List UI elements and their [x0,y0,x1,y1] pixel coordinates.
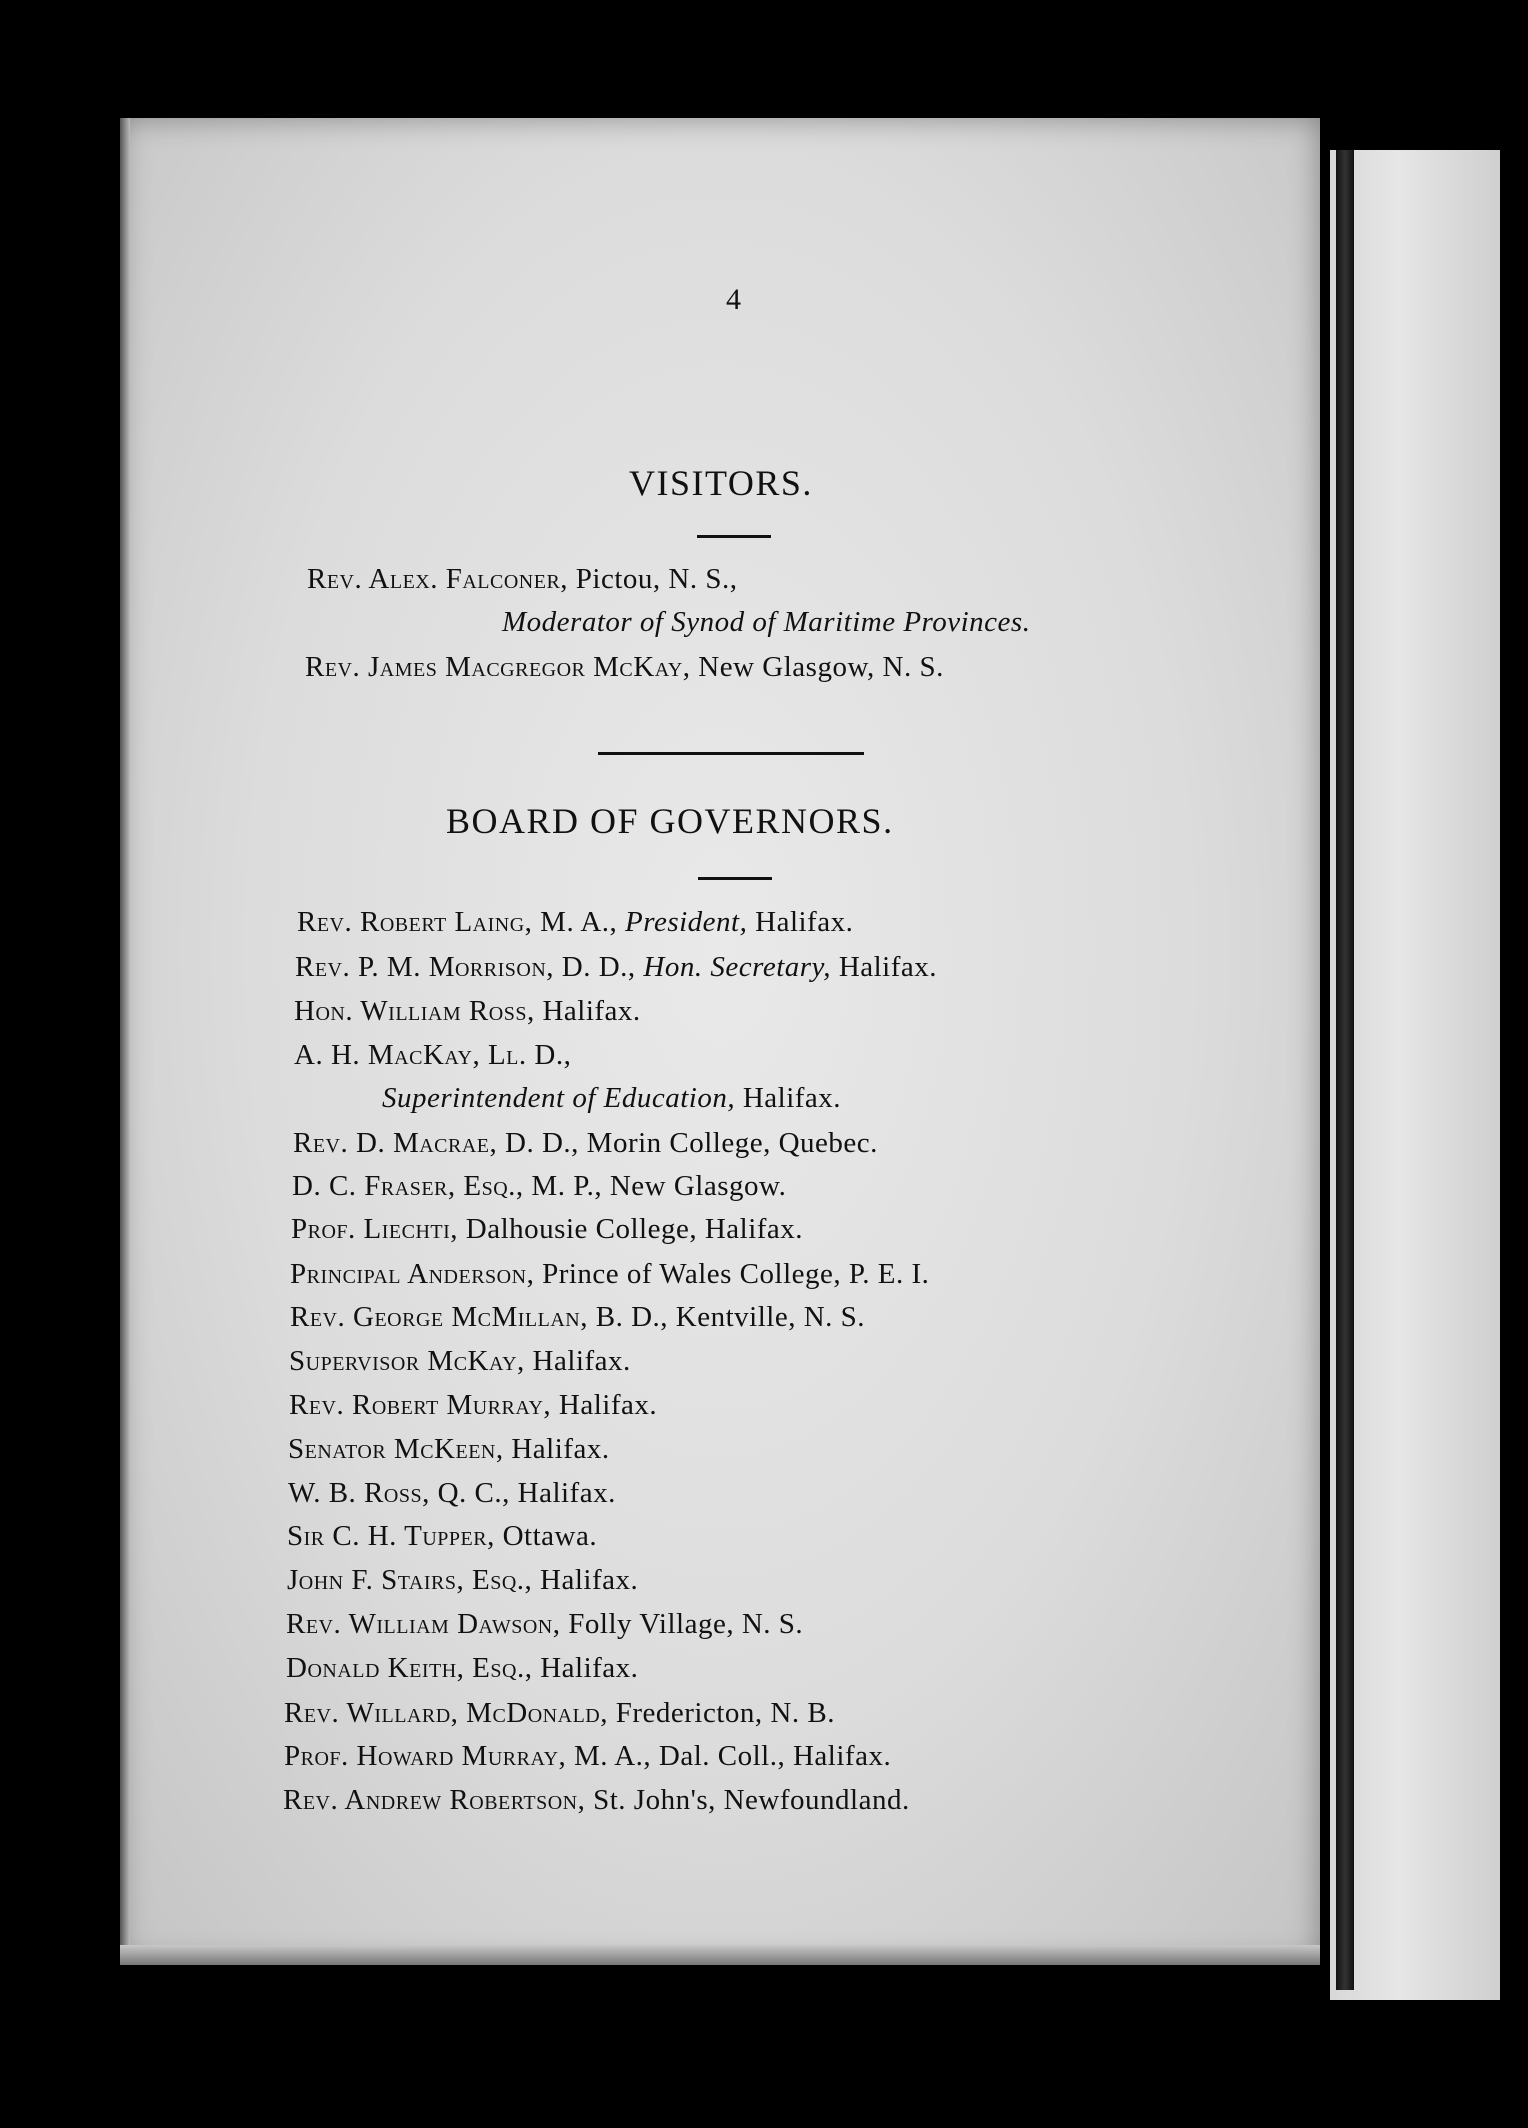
visitor-place: New Glasgow, N. S. [698,651,944,683]
governor-entry [288,1477,616,1510]
board-heading-rule [698,877,772,880]
governor-role: Hon. Secretary, [643,951,832,983]
governor-place: Fredericton, N. B. [615,1697,835,1729]
governor-name: Supervisor McKay, [289,1345,525,1377]
visitor-name: Rev. Alex. Falconer, [307,563,569,595]
governor-name: A. H. MacKay, Ll. D., [294,1039,572,1071]
governor-place: Halifax. [540,1652,639,1684]
governor-place: St. John's, Newfoundland. [593,1784,910,1816]
governor-entry [290,1301,865,1334]
governor-place: Halifax. [755,906,854,938]
governor-entry-continued [382,1082,841,1115]
section-separator-rule [598,752,864,755]
governor-place: Halifax. [517,1477,616,1509]
governor-entry [287,1520,597,1553]
governor-name: Rev. P. M. Morrison, [295,951,555,983]
governor-place: Halifax. [532,1345,631,1377]
governor-name: Sir C. H. Tupper, [287,1520,495,1552]
board-heading: BOARD OF GOVERNORS. [446,801,894,841]
right-facing-page [1330,150,1500,2000]
governor-place: New Glasgow. [609,1170,787,1202]
governor-entry [292,1170,786,1203]
governor-entry [289,1389,657,1422]
governor-entry [289,1345,631,1378]
governor-entry [283,1784,910,1817]
governor-place: Halifax. [540,1564,639,1596]
governor-role: Superintendent of Education, [382,1082,736,1114]
governor-place: Prince of Wales College, P. E. I. [542,1258,930,1290]
governor-name: Rev. D. Macrae, D. D., [293,1127,579,1159]
governor-entry [284,1740,891,1773]
governor-place: Ottawa. [502,1520,598,1552]
governor-name: Rev. Willard, McDonald, [284,1697,608,1729]
governor-place: Halifax. [838,951,938,983]
governor-place: Dal. Coll., Halifax. [658,1740,892,1772]
governor-place: Halifax. [511,1433,610,1465]
governor-name: Hon. William Ross, [294,995,535,1027]
book-spine [1336,150,1354,1990]
visitor-entry [305,651,944,684]
governor-name: Senator McKeen, [288,1433,504,1465]
governor-place: Morin College, Quebec. [586,1127,878,1159]
governor-name: John F. Stairs, Esq., [287,1564,533,1596]
governor-entry [293,1127,878,1160]
governor-entry [286,1652,638,1685]
governor-name: Prof. Liechti, [291,1213,459,1245]
visitor-place: Pictou, N. S., [575,563,738,595]
governor-degree: M. A., [540,906,618,938]
page-bottom-edge [120,1945,1320,1965]
governor-entry [295,951,937,984]
governor-name: Rev. George McMillan, B. D., [290,1301,669,1333]
governor-name: Principal Anderson, [290,1258,535,1290]
governor-entry [291,1213,803,1246]
governor-entry [294,1039,571,1072]
governor-entry [294,995,641,1028]
governor-entry [287,1564,638,1597]
governor-place: Folly Village, N. S. [568,1608,804,1640]
visitor-role: Moderator of Synod of Maritime Provinces. [502,606,1031,638]
governor-name: Rev. William Dawson, [286,1608,561,1640]
governor-place: Halifax. [558,1389,658,1421]
governor-entry [297,906,853,939]
governor-place: Halifax. [542,995,641,1027]
governor-name: Rev. Robert Laing, [297,906,533,938]
governor-place: Halifax. [742,1082,842,1114]
governor-name: W. B. Ross, Q. C., [288,1477,510,1509]
governor-entry [288,1433,610,1466]
governor-degree: D. D., [561,951,636,983]
governor-role: President, [625,906,748,938]
governor-place: Dalhousie College, Halifax. [465,1213,804,1245]
governor-entry [290,1258,929,1291]
governor-name: Rev. Andrew Robertson, [283,1784,586,1816]
visitor-name: Rev. James Macgregor McKay, [305,651,691,683]
visitors-heading: VISITORS. [629,463,813,503]
governor-entry [284,1697,835,1730]
governor-name: Donald Keith, Esq., [286,1652,533,1684]
governor-name: Rev. Robert Murray, [289,1389,552,1421]
page-left-edge [120,118,130,1963]
visitors-heading-rule [697,535,771,538]
governor-place: Kentville, N. S. [675,1301,866,1333]
governor-entry [286,1608,803,1641]
visitor-entry [307,563,737,596]
governor-name: Prof. Howard Murray, M. A., [284,1740,652,1772]
governor-name: D. C. Fraser, Esq., M. P., [292,1170,603,1202]
page-number: 4 [726,283,741,316]
